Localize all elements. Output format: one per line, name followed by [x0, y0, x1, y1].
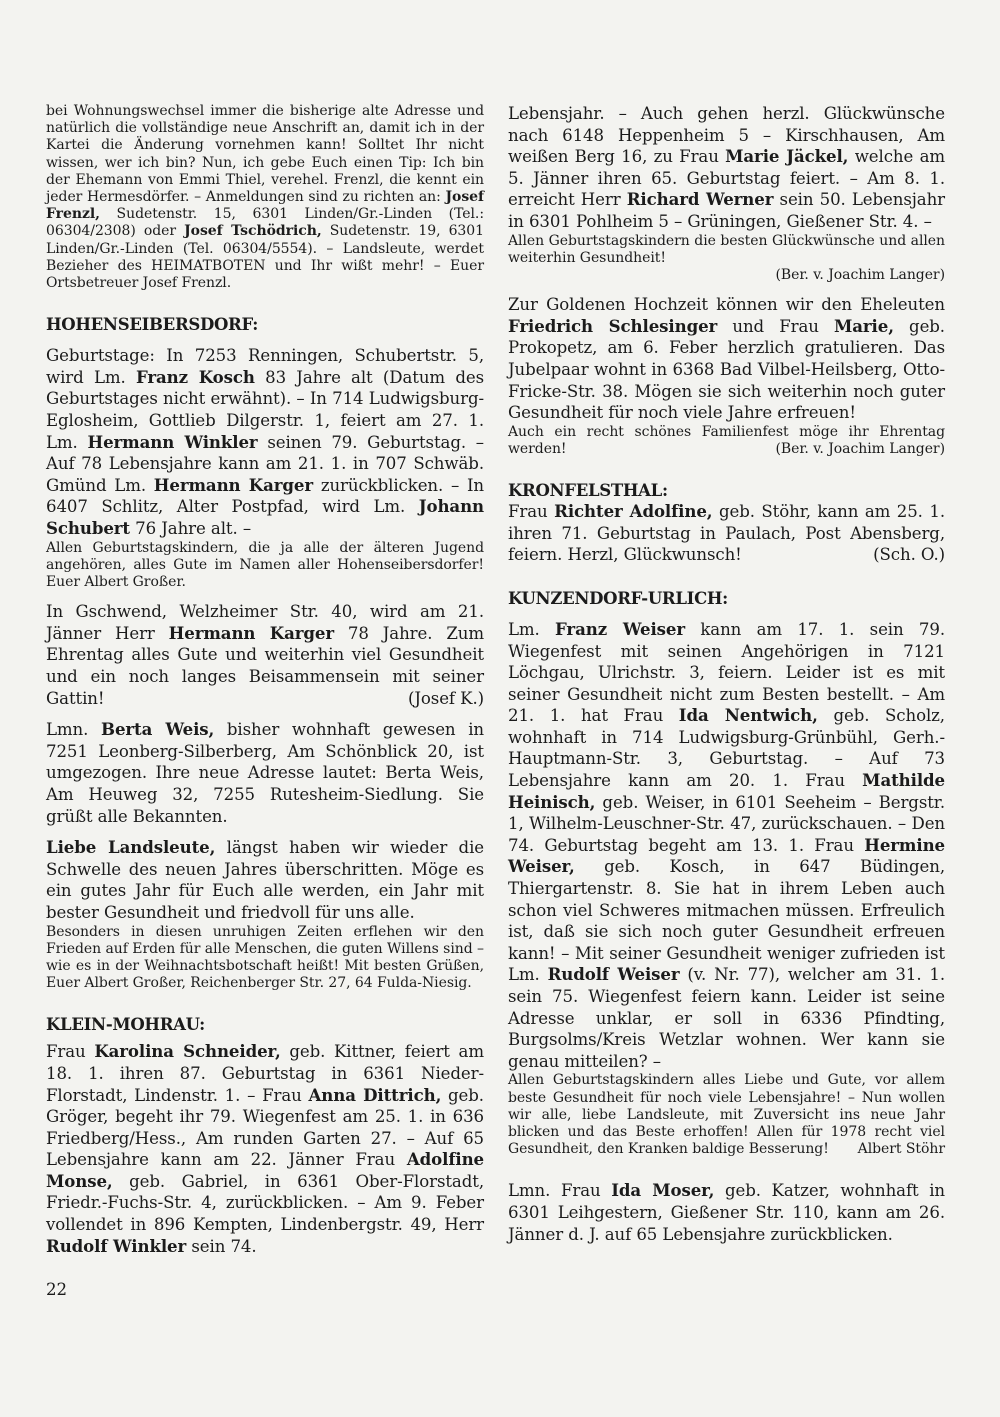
section-heading-klein-mohrau: KLEIN-MOHRAU: — [46, 1015, 205, 1035]
page-number: 22 — [46, 1280, 68, 1300]
paragraph-gschwend — [46, 601, 484, 709]
paragraph-closing-wishes — [508, 1072, 945, 1158]
person-name: Johann Schubert — [46, 496, 484, 538]
person-name: Josef Frenzl, — [46, 189, 484, 223]
paragraph-liebe-landsleute — [46, 837, 484, 923]
paragraph-birthday-wishes — [508, 233, 945, 285]
paragraph-kunzendorf-urlich — [508, 619, 945, 1072]
text-run: Frau — [508, 502, 555, 522]
text-run: Auch ein recht schönes Familienfest möge ihr Ehrentag werden! — [508, 423, 945, 457]
person-name: Rudolf Winkler — [46, 1235, 187, 1256]
paragraph-kronfelsthal — [508, 501, 945, 566]
text-run: geb. Katzer, wohnhaft in 6301 Leihgestern, Gießener Str. 110, kann am 26. Jänner d. J. auf 65 Lebensjahre zurückblicken. — [508, 1181, 946, 1244]
text-run: sein 74. — [186, 1236, 257, 1256]
text-run: bei Wohnungswechsel immer die bisherige alte Adresse und natürlich die vollständige neue Anschrift an, damit ich in der Kartei die Änderung vornehmen kann! Solltet Ihr nicht wissen, wer ich bin? Nun, ich gebe Euch einen Tip: Ich bin der Ehemann von Emmi Thiel, verehel. Frenzl, die kennt ein jeder Hermesdörfer. – Anmeldungen sind zu richten an: — [46, 103, 484, 206]
text-run: bisher wohnhaft gewesen in 7251 Leonberg-Silberberg, Am Schönblick 20, ist umgezogen. Ihre neue Adresse lautet: Berta Weis, Am Heuweg 32, 7255 Rutesheim-Siedlung. Sie grüßt alle Bekannten. — [46, 720, 484, 826]
text-run: seinen 79. Geburtstag. – Auf 78 Lebensjahre kann am 21. 1. in 707 Schwäb. Gmünd Lm. — [46, 432, 484, 495]
person-name: Hermann Karger — [153, 474, 314, 495]
text-run: 76 Jahre alt. – — [129, 518, 252, 538]
text-run: 78 Jahre. Zum Ehrentag alles Gute und weiterhin viel Gesundheit und ein noch langes Beisammensein mit seiner Gattin! — [46, 623, 484, 708]
paragraph-continued — [508, 103, 945, 233]
text-run: Sudetenstr. 19, 6301 Linden/Gr.-Linden (Tel. 06304/5554). – Landsleute, werdet Bezieher des HEIMATBOTEN und Ihr wißt mehr! – Euer Ortsbetreuer Josef Frenzl. — [46, 223, 485, 292]
person-name: Mathilde Heinisch, — [508, 770, 945, 812]
text-run: Lebensjahr. – Auch gehen herzl. Glückwünsche nach 6148 Heppenheim 5 – Kirschhausen, Am weißen Berg 16, zu Frau — [508, 104, 945, 167]
text-run: (v. Nr. 77), welcher am 31. 1. sein 75. Wiegenfest feiern kann. Leider ist seine Adresse unklar, er soll in 6336 Pfindting, Burgsolms/Kreis Wetzlar wohnen. Wer kann sie genau mitteilen? – — [508, 965, 945, 1071]
text-run: Geburtstage: In 7253 Renningen, Schubertstr. 5, wird Lm. — [46, 346, 484, 387]
paragraph-birthdays — [46, 345, 484, 539]
text-run: Lm. — [508, 619, 556, 639]
person-name: Richter Adolfine, — [554, 501, 713, 522]
person-name: Adolfine Monse, — [46, 1149, 484, 1191]
person-name: Marie Jäckel, — [725, 146, 849, 167]
author-signature: (Sch. O.) — [873, 545, 945, 565]
text-run: welche am 5. Jänner ihren 65. Geburtstag feiert. – Am 8. 1. erreicht Herr — [508, 147, 946, 210]
person-name: Hermann Karger — [168, 622, 335, 643]
person-name: Josef Tschödrich, — [184, 223, 322, 240]
text-run: Zur Goldenen Hochzeit können wir den Eheleuten — [508, 295, 945, 315]
author-signature: (Josef K.) — [407, 688, 484, 708]
person-name: Karolina Schneider, — [94, 1041, 281, 1062]
paragraph-new-year-wishes — [46, 924, 484, 993]
text-run: geb. Kosch, in 647 Büdingen, Thiergartenstr. 8. Sie hat in ihrem Leben auch schon viel Schweres mitmachen müssen. Erfreulich ist, daß sie sich noch guter Gesundheit erfreuen kann! – Mit seiner Gesundheit weniger zufrieden ist Lm. — [508, 857, 945, 985]
text-run: geb. Stöhr, kann am 25. 1. ihren 71. Geburtstag in Paulach, Post Abensberg, feiern. Herzl, Glückwunsch! — [508, 502, 945, 565]
paragraph-ida-moser — [508, 1180, 945, 1245]
text-run: geb. Gröger, begeht ihr 79. Wiegenfest am 25. 1. in 636 Friedberg/Hess., Am runden Garten 27. – Auf 65 Lebensjahre kann am 22. Jänner Frau — [46, 1085, 484, 1170]
person-name: Hermann Winkler — [87, 431, 258, 452]
paragraph-berta-weis — [46, 719, 484, 827]
person-name: Franz Weiser — [555, 618, 686, 639]
author-signature: (Ber. v. Joachim Langer) — [775, 440, 945, 457]
person-name: Anna Dittrich, — [308, 1084, 442, 1105]
person-name: Franz Kosch — [135, 366, 255, 387]
person-name: Rudolf Weiser — [547, 964, 680, 985]
person-name: Hermine Weiser, — [508, 834, 945, 877]
person-name: Marie, — [833, 315, 894, 336]
section-heading-kunzendorf-urlich: KUNZENDORF-URLICH: — [508, 588, 728, 608]
text-run: Allen Geburtstagskindern, die ja alle der älteren Jugend angehören, alles Gute im Namen aller Hohenseibersdorfer! Euer Albert Großer. — [46, 539, 484, 590]
text-run: Lmn. — [46, 720, 102, 740]
section-heading-hohenseibersdorf: HOHENSEIBERSDORF: — [46, 315, 259, 335]
author-signature: Albert Stöhr — [857, 1141, 945, 1158]
text-run: zurückblicken. – In 6407 Schlitz, Alter Postpfad, wird Lm. — [46, 475, 484, 517]
text-run: Frau — [46, 1042, 95, 1062]
text-run: Allen Geburtstagskindern die besten Glückwünsche und allen weiterhin Gesundheit! — [508, 232, 945, 266]
text-run: längst haben wir wieder die Schwelle des neuen Jahres überschritten. Möge es ein gutes Jahr für Euch alle werden, ein Jahr mit bester Gesundheit und friedvoll für uns alle. — [46, 838, 485, 922]
person-name: Liebe Landsleute, — [46, 837, 216, 858]
text-run: geb. Kittner, feiert am 18. 1. ihren 87. Geburtstag in 6361 Nieder-Florstadt, Lindenstr. 1. – Frau — [46, 1042, 484, 1105]
paragraph-family-celebration — [508, 424, 945, 458]
paragraph-greeting — [46, 540, 484, 592]
person-name: Ida Moser, — [611, 1180, 715, 1201]
author-signature: (Ber. v. Joachim Langer) — [775, 266, 945, 283]
person-name: Ida Nentwich, — [678, 705, 818, 726]
text-run: Sudetenstr. 15, 6301 Linden/Gr.-Linden (Tel.: 06304/2308) oder — [46, 206, 484, 240]
text-run: geb. Prokopetz, am 6. Feber herzlich gratulieren. Das Jubelpaar wohnt in 6368 Bad Vilbel-Heilsberg, Otto-Fricke-Str. 38. Mögen sie sich weiterhin noch guter Gesundheit für noch viele Jahre erfreuen! — [508, 316, 945, 423]
paragraph-golden-wedding — [508, 294, 945, 424]
text-run: 83 Jahre alt (Datum des Geburtstages nicht erwähnt). – In 714 Ludwigsburg-Eglosheim, Gottlieb Dilgerstr. 1, feiert am 27. 1. Lm. — [46, 367, 484, 452]
text-run: geb. Gabriel, in 6361 Ober-Florstadt, Friedr.-Fuchs-Str. 4, zurückblicken. – Am 9. Feber vollendet in 896 Kempten, Lindenbergstr. 49, Herr — [46, 1171, 484, 1235]
text-run: geb. Weiser, in 6101 Seeheim – Bergstr. 1, Wilhelm-Leuschner-Str. 47, zurückschauen. – Den 74. Geburtstag begeht am 13. 1. Frau — [508, 792, 945, 855]
paragraph-registration-notice — [46, 103, 484, 292]
text-run: und Frau — [717, 316, 834, 336]
person-name: Richard Werner — [626, 189, 774, 210]
text-run: kann am 17. 1. sein 79. Wiegenfest mit seinen Angehörigen in 7121 Löchgau, Ulrichstr. 3, feiern. Leider ist es mit seiner Gesundheit nicht zum Besten bestellt. – Am 21. 1. hat Frau — [508, 619, 946, 726]
text-run: geb. Scholz, wohnhaft in 714 Ludwigsburg-Grünbühl, Gerh.-Hauptmann-Str. 3, Geburtstag. – Auf 73 Lebensjahre kann am 20. 1. Frau — [508, 706, 945, 791]
person-name: Berta Weis, — [101, 719, 215, 740]
text-run: Besonders in diesen unruhigen Zeiten erflehen wir den Frieden auf Erden für alle Menschen, die guten Willens sind – wie es in der Weihnachtsbotschaft heißt! Mit besten Grüßen, Euer Albert Großer, Reichenberger Str. 27, 64 Fulda-Niesig. — [46, 923, 484, 992]
text-run: Allen Geburtstagskindern alles Liebe und Gute, vor allem beste Gesundheit für noch viele Lebensjahre! – Nun wollen wir alle, liebe Landsleute, mit Zuversicht ins neue Jahr blicken und das Beste erhoffen! Allen für 1978 recht viel Gesundheit, den Kranken baldige Besserung! — [508, 1072, 945, 1158]
right-column — [508, 103, 945, 1245]
paragraph-klein-mohrau — [46, 1041, 484, 1257]
section-heading-kronfelsthal: KRONFELSTHAL: — [508, 481, 668, 501]
text-run: Lmn. Frau — [508, 1181, 612, 1201]
left-column — [46, 103, 484, 1300]
person-name: Friedrich Schlesinger — [508, 315, 718, 336]
text-run: In Gschwend, Welzheimer Str. 40, wird am 21. Jänner Herr — [46, 602, 484, 643]
text-run: sein 50. Lebensjahr in 6301 Pohlheim 5 – Grüningen, Gießener Str. 4. – — [508, 190, 945, 231]
